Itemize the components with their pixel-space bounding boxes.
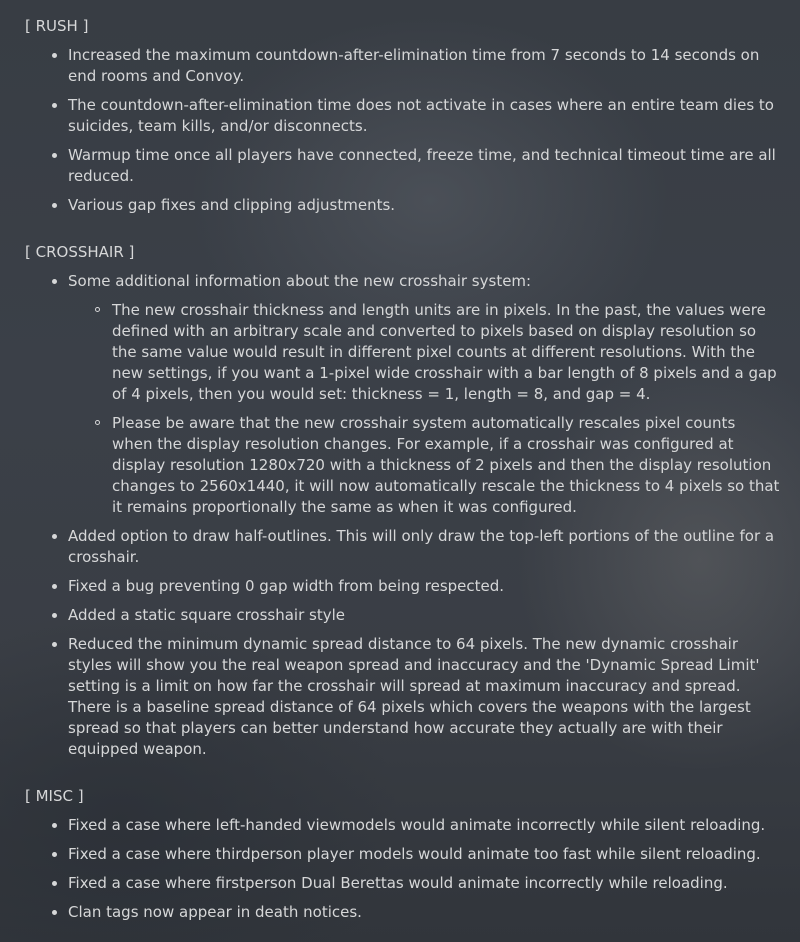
list-item — [68, 271, 780, 518]
sublist-item: The new crosshair thickness and length units are in pixels. In the past, the values were defined with an arbitrary scale and converted to pixels based on display resolution so the same value would result in different pixel counts at different resolutions. With the new settings, if you want a 1-pixel wide crosshair with a bar length of 8 pixels and a gap of 4 pixels, then you would set: thickness = 1, length = 8, and gap = 4. — [112, 300, 780, 405]
list-item: Fixed a bug preventing 0 gap width from being respected. — [68, 576, 780, 597]
crosshair-sublist — [68, 300, 780, 518]
misc-list — [25, 815, 780, 923]
list-item-text: Some additional information about the new crosshair system: — [68, 272, 532, 290]
list-item: Reduced the minimum dynamic spread distance to 64 pixels. The new dynamic crosshair styles will show you the real weapon spread and inaccuracy and the 'Dynamic Spread Limit' setting is a limit on how far the crosshair will spread at maximum inaccuracy and spread. There is a baseline spread distance of 64 pixels which covers the weapons with the largest spread so that players can better understand how accurate they actually are with their equipped weapon. — [68, 634, 780, 760]
sublist-item: Please be aware that the new crosshair system automatically rescales pixel counts when the display resolution changes. For example, if a crosshair was configured at display resolution 1280x720 with a thickness of 2 pixels and then the display resolution changes to 2560x1440, it will now automatically rescale the thickness to 4 pixels so that it remains proportionally the same as when it was configured. — [112, 414, 780, 516]
section-title-misc: [ MISC ] — [25, 787, 84, 805]
crosshair-list — [25, 271, 780, 760]
list-item: The countdown-after-elimination time does not activate in cases where an entire team dies to suicides, team kills, and/or disconnects. — [68, 95, 780, 137]
section-misc — [25, 786, 780, 923]
list-item: Warmup time once all players have connected, freeze time, and technical timeout time are all reduced. — [68, 145, 780, 187]
list-item: Fixed a case where firstperson Dual Berettas would animate incorrectly while reloading. — [68, 873, 780, 894]
section-crosshair — [25, 242, 780, 760]
list-item: Clan tags now appear in death notices. — [68, 902, 780, 923]
list-item: Added option to draw half-outlines. This will only draw the top-left portions of the outline for a crosshair. — [68, 526, 780, 568]
patch-notes — [25, 16, 780, 931]
list-item: Fixed a case where thirdperson player models would animate too fast while silent reloading. — [68, 844, 780, 865]
list-item: Fixed a case where left-handed viewmodels would animate incorrectly while silent reloading. — [68, 815, 780, 836]
list-item: Various gap fixes and clipping adjustments. — [68, 195, 780, 216]
list-item: Added a static square crosshair style — [68, 605, 780, 626]
section-title-crosshair: [ CROSSHAIR ] — [25, 243, 135, 261]
list-item: Increased the maximum countdown-after-elimination time from 7 seconds to 14 seconds on end rooms and Convoy. — [68, 45, 780, 87]
section-title-rush: [ RUSH ] — [25, 17, 89, 35]
section-rush — [25, 16, 780, 216]
rush-list — [25, 45, 780, 216]
